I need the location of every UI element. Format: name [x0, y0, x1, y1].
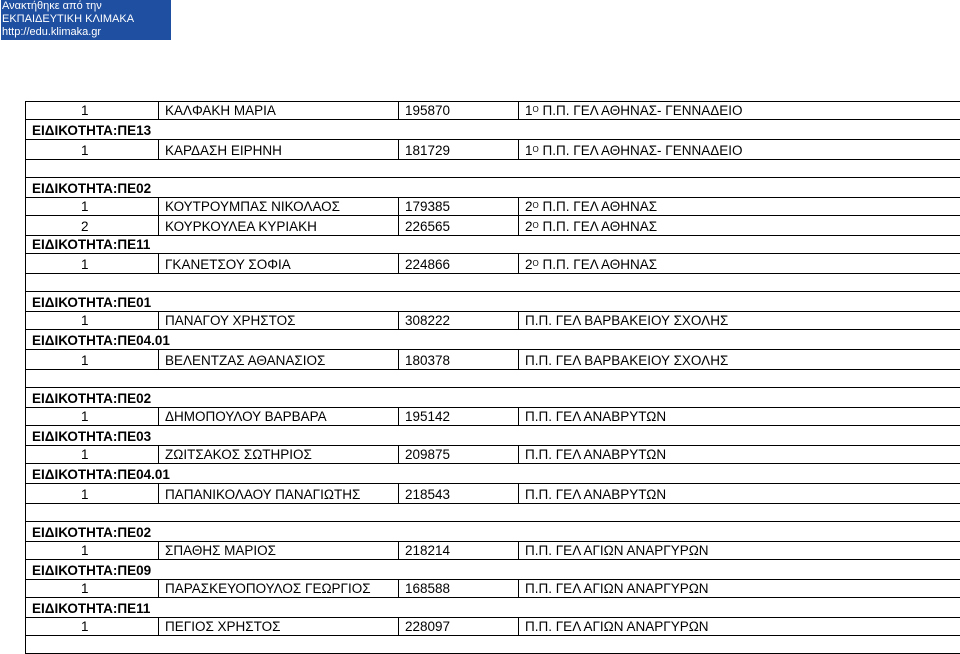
specialty-row [26, 426, 960, 446]
rank-cell: 1 [26, 618, 159, 636]
name-cell: ΠΕΓΙΟΣ ΧΡΗΣΤΟΣ [159, 618, 399, 636]
table-row [26, 216, 960, 236]
school-cell [519, 198, 960, 216]
school-name: Π.Π. ΓΕΛ ΑΓΙΩΝ ΑΝΑΡΓΥΡΩΝ [525, 619, 709, 634]
table-row [26, 312, 960, 330]
rank-cell: 1 [26, 484, 159, 504]
school-name: Π.Π. ΓΕΛ ΑΘΗΝΑΣ [542, 199, 658, 214]
blank-row [26, 504, 960, 522]
name-cell: ΚΑΡΔΑΣΗ ΕΙΡΗΝΗ [159, 140, 399, 160]
registry-cell: 209875 [399, 446, 519, 464]
specialty-row [26, 464, 960, 484]
blank-row [26, 274, 960, 292]
table-row [26, 102, 960, 120]
table-row [26, 140, 960, 160]
name-cell: ΔΗΜΟΠΟΥΛΟΥ ΒΑΡΒΑΡΑ [159, 408, 399, 426]
registry-cell: 168588 [399, 580, 519, 598]
school-ordinal-suffix: Ο [532, 105, 539, 114]
watermark-line-1: Ανακτήθηκε από την [2, 0, 102, 12]
school-name: Π.Π. ΓΕΛ ΑΘΗΝΑΣ [542, 219, 658, 234]
table-row [26, 580, 960, 598]
school-ordinal-suffix: Ο [532, 201, 539, 210]
name-cell: ΒΕΛΕΝΤΖΑΣ ΑΘΑΝΑΣΙΟΣ [159, 350, 399, 370]
rank-cell: 1 [26, 254, 159, 274]
school-name: Π.Π. ΓΕΛ ΑΘΗΝΑΣ [542, 257, 658, 272]
school-ordinal: 2 [525, 219, 533, 234]
registry-cell: 195142 [399, 408, 519, 426]
specialty-label: ΕΙΔΙΚΟΤΗΤΑ:ΠΕ02 [26, 522, 960, 542]
rank-cell: 1 [26, 198, 159, 216]
registry-cell: 218214 [399, 542, 519, 560]
blank-cell [26, 636, 960, 654]
specialty-label: ΕΙΔΙΚΟΤΗΤΑ:ΠΕ04.01 [26, 464, 960, 484]
registry-cell: 181729 [399, 140, 519, 160]
specialty-row [26, 178, 960, 198]
specialty-row [26, 388, 960, 408]
school-cell [519, 484, 960, 504]
school-ordinal: 1 [525, 103, 533, 118]
registry-cell: 228097 [399, 618, 519, 636]
school-ordinal: 2 [525, 199, 533, 214]
name-cell: ΠΑΠΑΝΙΚΟΛΑΟΥ ΠΑΝΑΓΙΩΤΗΣ [159, 484, 399, 504]
placement-table [25, 101, 960, 654]
name-cell: ΖΩΙΤΣΑΚΟΣ ΣΩΤΗΡΙΟΣ [159, 446, 399, 464]
rank-cell: 1 [26, 102, 159, 120]
school-ordinal-suffix: Ο [532, 221, 539, 230]
table-row [26, 198, 960, 216]
specialty-label: ΕΙΔΙΚΟΤΗΤΑ:ΠΕ02 [26, 178, 960, 198]
specialty-label: ΕΙΔΙΚΟΤΗΤΑ:ΠΕ09 [26, 560, 960, 580]
specialty-row [26, 236, 960, 254]
rank-cell: 1 [26, 350, 159, 370]
specialty-row [26, 560, 960, 580]
watermark-line-3: http://edu.klimaka.gr [2, 26, 102, 38]
rank-cell: 2 [26, 216, 159, 236]
specialty-row [26, 522, 960, 542]
school-name: Π.Π. ΓΕΛ ΑΝΑΒΡΥΤΩΝ [525, 487, 667, 502]
school-cell [519, 140, 960, 160]
school-name: Π.Π. ΓΕΛ ΑΝΑΒΡΥΤΩΝ [525, 409, 667, 424]
registry-cell: 226565 [399, 216, 519, 236]
school-name: Π.Π. ΓΕΛ ΑΝΑΒΡΥΤΩΝ [525, 447, 667, 462]
table-row [26, 618, 960, 636]
rank-cell: 1 [26, 408, 159, 426]
name-cell: ΓΚΑΝΕΤΣΟΥ ΣΟΦΙΑ [159, 254, 399, 274]
blank-cell [26, 274, 960, 292]
school-name: Π.Π. ΓΕΛ ΑΘΗΝΑΣ- ΓΕΝΝΑΔΕΙΟ [542, 103, 743, 118]
table-row [26, 484, 960, 504]
registry-cell: 308222 [399, 312, 519, 330]
school-name: Π.Π. ΓΕΛ ΑΓΙΩΝ ΑΝΑΡΓΥΡΩΝ [525, 581, 709, 596]
table-row [26, 446, 960, 464]
school-name: Π.Π. ΓΕΛ ΒΑΡΒΑΚΕΙΟΥ ΣΧΟΛΗΣ [525, 313, 729, 328]
school-cell [519, 254, 960, 274]
specialty-label: ΕΙΔΙΚΟΤΗΤΑ:ΠΕ04.01 [26, 330, 960, 350]
specialty-row [26, 330, 960, 350]
name-cell: ΚΟΥΡΚΟΥΛΕΑ ΚΥΡΙΑΚΗ [159, 216, 399, 236]
name-cell: ΚΑΛΦΑΚΗ ΜΑΡΙΑ [159, 102, 399, 120]
table-row [26, 542, 960, 560]
registry-cell: 195870 [399, 102, 519, 120]
school-name: Π.Π. ΓΕΛ ΒΑΡΒΑΚΕΙΟΥ ΣΧΟΛΗΣ [525, 353, 729, 368]
rank-cell: 1 [26, 312, 159, 330]
table-row [26, 254, 960, 274]
school-ordinal: 2 [525, 257, 533, 272]
school-cell [519, 102, 960, 120]
name-cell: ΚΟΥΤΡΟΥΜΠΑΣ ΝΙΚΟΛΑΟΣ [159, 198, 399, 216]
school-ordinal-suffix: Ο [532, 259, 539, 268]
watermark-line-2: ΕΚΠΑΙΔΕΥΤΙΚΗ ΚΛΙΜΑΚΑ [2, 13, 135, 25]
rank-cell: 1 [26, 580, 159, 598]
blank-cell [26, 160, 960, 178]
school-cell [519, 542, 960, 560]
school-ordinal: 1 [525, 143, 533, 158]
registry-cell: 218543 [399, 484, 519, 504]
school-cell [519, 312, 960, 330]
rank-cell: 1 [26, 446, 159, 464]
name-cell: ΣΠΑΘΗΣ ΜΑΡΙΟΣ [159, 542, 399, 560]
specialty-label: ΕΙΔΙΚΟΤΗΤΑ:ΠΕ01 [26, 292, 960, 312]
specialty-row [26, 120, 960, 140]
specialty-label: ΕΙΔΙΚΟΤΗΤΑ:ΠΕ11 [26, 236, 960, 254]
school-cell [519, 618, 960, 636]
blank-row [26, 370, 960, 388]
registry-cell: 224866 [399, 254, 519, 274]
name-cell: ΠΑΝΑΓΟΥ ΧΡΗΣΤΟΣ [159, 312, 399, 330]
blank-cell [26, 370, 960, 388]
school-cell [519, 216, 960, 236]
source-watermark [1, 0, 171, 40]
blank-row [26, 160, 960, 178]
specialty-label: ΕΙΔΙΚΟΤΗΤΑ:ΠΕ03 [26, 426, 960, 446]
blank-cell [26, 504, 960, 522]
school-cell [519, 580, 960, 598]
rank-cell: 1 [26, 140, 159, 160]
rank-cell: 1 [26, 542, 159, 560]
name-cell: ΠΑΡΑΣΚΕΥΟΠΟΥΛΟΣ ΓΕΩΡΓΙΟΣ [159, 580, 399, 598]
specialty-label: ΕΙΔΙΚΟΤΗΤΑ:ΠΕ02 [26, 388, 960, 408]
specialty-label: ΕΙΔΙΚΟΤΗΤΑ:ΠΕ11 [26, 598, 960, 618]
school-cell [519, 350, 960, 370]
specialty-row [26, 598, 960, 618]
registry-cell: 180378 [399, 350, 519, 370]
school-cell [519, 446, 960, 464]
specialty-row [26, 292, 960, 312]
school-name: Π.Π. ΓΕΛ ΑΓΙΩΝ ΑΝΑΡΓΥΡΩΝ [525, 543, 709, 558]
specialty-label: ΕΙΔΙΚΟΤΗΤΑ:ΠΕ13 [26, 120, 960, 140]
school-cell [519, 408, 960, 426]
school-name: Π.Π. ΓΕΛ ΑΘΗΝΑΣ- ΓΕΝΝΑΔΕΙΟ [542, 143, 743, 158]
table-row [26, 408, 960, 426]
school-ordinal-suffix: Ο [532, 145, 539, 154]
table-body [26, 102, 960, 654]
registry-cell: 179385 [399, 198, 519, 216]
table-row [26, 350, 960, 370]
blank-row [26, 636, 960, 654]
